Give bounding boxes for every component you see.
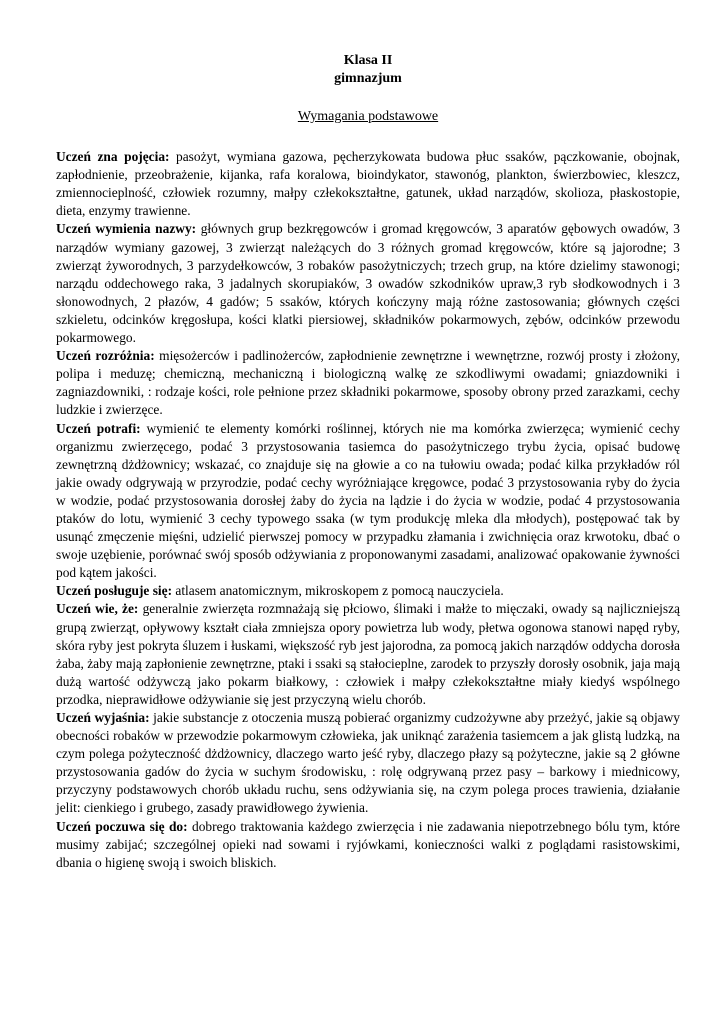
section-label: Uczeń wyjaśnia:: [56, 710, 150, 725]
subtitle-requirements: Wymagania podstawowe: [297, 109, 439, 124]
section-wie-ze: [56, 600, 680, 709]
section-text: generalnie zwierzęta rozmnażają się płciowo, ślimaki i małże to mięczaki, owady są najliczniejszą grupą zwierząt, opływowy kształt ciała zmniejsza opory powietrza lub wody, płetwa ogonowa stanowi napęd ryby, skóra ryby jest pokryta śluzem i łuskami, większość ryb jest jajorodna, za pomocą jakich narządów oddycha dorosła żaba, żaby mają zapłonienie zewnętrzne, ptaki i ssaki są stałocieplne, zarodek to przyszły dorosły osobnik, jaja mają dużą wartość odżywczą jako pokarm białkowy, : człowiek i małpy człekokształtne miały kiedyś wspólnego przodka, nieprawidłowe odżywianie się jest przyczyną wielu chorób.: [56, 601, 680, 707]
section-text: pasożyt, wymiana gazowa, pęcherzykowata budowa płuc ssaków, pączkowanie, obojnak, zapłodnienie, przeobrażenie, kijanka, rafa koralowa, bioindykator, stawonóg, plankton, świerzbowiec, kleszcz, zmiennocieplność, człowiek rozumny, małpy człekokształtne, gatunek, układ narządów, skolioza, płaskostopie, dieta, enzymy trawienne.: [56, 149, 680, 219]
section-label: Uczeń zna pojęcia:: [56, 149, 170, 165]
section-posluguje-sie: [56, 582, 680, 600]
section-poczuwa-sie: [56, 818, 680, 872]
section-potrafi: [56, 420, 680, 583]
title-class: Klasa II: [343, 53, 393, 68]
section-label: Uczeń wie, że:: [56, 601, 139, 617]
section-wymienia-nazwy: [56, 220, 680, 347]
section-text: głównych grup bezkręgowców i gromad kręgowców, 3 aparatów gębowych owadów, 3 narządów wymiany gazowej, 3 zwierząt należących do 3 różnych gromad kręgowców, które są jajorodne; 3 zwierząt żyworodnych, 3 parzydełkowców, 3 robaków pasożytniczych; trzech grup, na które dzielimy stawonogi; narządu oddechowego raka, 3 jadalnych skorupiaków, 3 owadów szkodników upraw,3 ryb słodkowodnych i 3 słonowodnych, 2 płazów, 4 gadów; 5 ssaków, których kończyny mają różne zastosowania; głównych części szkieletu, odcinków kręgosłupa, kości klatki piersiowej, składników pokarmowych, zębów, odcinków przewodu pokarmowego.: [56, 221, 680, 346]
section-text: atlasem anatomicznym, mikroskopem z pomocą nauczyciela.: [172, 583, 504, 599]
section-text: wymienić te elementy komórki roślinnej, których nie ma komórka zwierzęca; wymienić cechy organizmu zwierzęcego, podać 3 przystosowania tasiemca do pasożytniczego trybu życia, opisać budowę zewnętrzną dżdżownicy; wskazać, co znajduje się na głowie a co na tułowiu owada; podać kilka przykładów ról jakie owady odgrywają w przyrodzie, podać cechy wyróżniające kręgowce, podać 3 przystosowania ryby do życia w wodzie, podać przystosowania dorosłej żaby do życia na lądzie i do życia w wodzie, podać 4 przystosowania ptaków do lotu, wymienić 3 cechy typowego ssaka (w tym produkcję mleka dla młodych), postępować tak by usunąć zmęczenie mięśni, udzielić pierwszej pomocy w przypadku złamania i zwichnięcia oraz krwotoku, dbać o swoje uzębienie, porównać swój sposób odżywiania z proponowanymi zasadami, analizować opakowanie żywności pod kątem jakości.: [56, 420, 680, 581]
section-label: Uczeń rozróżnia:: [56, 348, 155, 364]
section-label: Uczeń wymienia nazwy:: [56, 221, 197, 237]
section-label: Uczeń poczuwa się do:: [56, 818, 188, 834]
section-rozroznia: [56, 347, 680, 419]
document-page: [56, 52, 680, 872]
section-zna-pojecia: [56, 148, 680, 220]
section-label: Uczeń potrafi:: [56, 420, 141, 436]
section-label: Uczeń posługuje się:: [56, 583, 173, 599]
section-text: mięsożerców i padlinożerców, zapłodnienie zewnętrzne i wewnętrzne, rozwój prosty i złożony, polipa i meduzę; chemiczną, mechaniczną i biologiczną walkę ze szkodliwymi owadami; gniazdowniki i zagniazdowniki, : rodzaje kości, role pełnione przez składniki pokarmowe, sposoby obrony przed zarazkami, cechy ludzkie i zwierzęce.: [56, 348, 680, 418]
section-wyjasnia: [56, 709, 680, 818]
title-school: gimnazjum: [334, 71, 402, 86]
section-text: dobrego traktowania każdego zwierzęcia i nie zadawania niepotrzebnego bólu tym, które musimy zabijać; szczególnej opieki nad sowami i ryjówkami, konieczności walki z poglądami rasistowskimi, dbania o higienę swoją i swoich bliskich.: [56, 818, 680, 870]
section-text: jakie substancje z otoczenia muszą pobierać organizmy cudzożywne aby przeżyć, jakie są objawy obecności robaków w przewodzie pokarmowym człowieka, jak uniknąć zarażenia tasiemcem a jak glistą ludzką, na czym polega pożyteczność dżdżownicy, dlaczego warto jeść ryby, dlaczego płazy są pożyteczne, jakie są 2 główne przystosowania gadów do życia w suchym środowisku, : rolę odgrywaną przez pasy – barkowy i miednicowy, przyczyny podstawowych chorób układu ruchu, sens odżywiania się, na czym polega proces trawienia, działanie jelit: cienkiego i grubego, zasady prawidłowego żywienia.: [56, 710, 680, 816]
